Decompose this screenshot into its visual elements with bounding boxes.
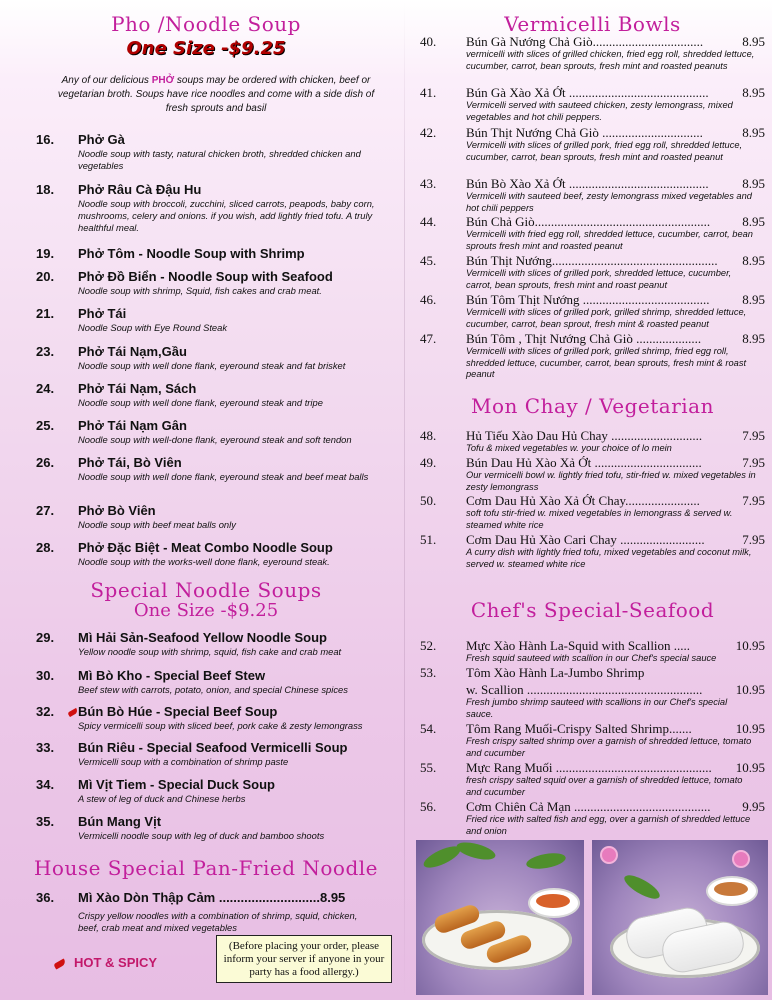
leaf-decoration [455, 840, 497, 863]
item-name: Bún Bò Xào Xả Ớt ........................................... [466, 176, 709, 191]
item-description: Noodle soup with well done flank, eyeround steak and fat brisket [78, 360, 346, 371]
item-name: Hủ Tiếu Xào Dau Hủ Chay ............................ [466, 428, 703, 443]
item-number: 44. [420, 214, 437, 229]
item-description: Vermicelli with fried egg roll, shredded lettuce, cucumber, carrot, bean sprouts fresh mint and roasted peanut [466, 229, 753, 251]
item-price: 8.95 [742, 253, 765, 268]
item-name: Phở Tái, Bò Viên [78, 455, 182, 470]
item-number: 26. [36, 455, 55, 470]
item-number: 18. [36, 182, 55, 197]
item-price: 10.95 [735, 760, 765, 775]
item-name: Phở Tái Nạm Gân [78, 418, 187, 433]
item-name: Cơm Chiên Cả Mạn .......................................... [466, 799, 711, 814]
intro-pre: Any of our delicious [61, 75, 149, 86]
item-description: vermicelli with slices of grilled chicken, fried egg roll, shredded lettuce, cucumber, carrot, bean sprouts, fresh mint and roasted peanuts [466, 49, 755, 71]
item-name: Bún Thịt Nướng................................................... [466, 253, 718, 268]
item-name: Mực Xào Hành La-Squid with Scallion ..... [466, 638, 691, 653]
intro-pho: PHỞ [151, 75, 175, 86]
item-number: 21. [36, 306, 55, 321]
egg-roll-photo [416, 840, 584, 995]
left-column [16, 0, 396, 1000]
item-name: Bún Gà Xào Xả Ớt ........................................... [466, 85, 709, 100]
item-number: 49. [420, 455, 437, 470]
item-number: 47. [420, 331, 437, 346]
item-price: 8.95 [742, 331, 765, 346]
item-number: 46. [420, 292, 437, 307]
item-number: 45. [420, 253, 437, 268]
item-price: 8.95 [742, 34, 765, 49]
item-price: 7.95 [742, 493, 765, 508]
item-number: 52. [420, 638, 437, 653]
item-name: Mực Rang Muối ................................................ [466, 760, 712, 775]
item-number: 40. [420, 34, 437, 49]
item-number: 25. [36, 418, 55, 433]
item-price: 8.95 [742, 214, 765, 229]
item-price: 10.95 [735, 721, 765, 736]
item-price: 10.95 [735, 682, 765, 697]
column-divider [404, 0, 405, 1000]
item-description: Vermicelli noodle soup with leg of duck and bamboo shoots [78, 830, 325, 841]
item-name: Phở Tái Nạm,Gầu [78, 344, 187, 359]
item-name: Phở Đặc Biệt - Meat Combo Noodle Soup [78, 540, 333, 555]
item-number: 43. [420, 176, 437, 191]
item-name: Bún Gà Nướng Chả Giò.................................. [466, 34, 704, 49]
item-number: 34. [36, 777, 55, 792]
item-description: Noodle soup with tasty, natural chicken broth, shredded chicken and vegetables [78, 148, 361, 171]
item-description: Noodle soup with well done flank, eyeround steak and beef meat balls [78, 471, 369, 482]
item-description: Beef stew with carrots, potato, onion, and special Chinese spices [78, 684, 348, 695]
item-description: fresh crispy salted squid over a garnish of shredded lettuce, tomato and cucumber [466, 775, 743, 797]
chef-special-section-title: Chef's Special-Seafood [470, 598, 715, 622]
item-number: 20. [36, 269, 55, 284]
item-name: Bún Tôm Thịt Nướng ....................................... [466, 292, 710, 307]
item-number: 23. [36, 344, 55, 359]
item-name: Mì Bò Kho - Special Beef Stew [78, 668, 266, 683]
special-section-price: One Size -$9.25 [133, 600, 279, 621]
item-description: Fried rice with salted fish and egg, over a garnish of shredded lettuce and onion [466, 814, 751, 836]
item-number: 41. [420, 85, 437, 100]
item-name: Bún Bò Húe - Special Beef Soup [78, 704, 278, 719]
chili-pepper-icon [53, 958, 66, 969]
item-name: Bún Mang Vịt [78, 814, 162, 829]
item-description: Noodle soup with shrimp, Squid, fish cakes and crab meat. [78, 285, 322, 296]
item-name: Tôm Rang Muối-Crispy Salted Shrimp....... [466, 721, 692, 736]
item-description: Noodle soup with well done flank, eyeround steak and tripe [78, 397, 323, 408]
hot-spicy-chili-icon [67, 708, 78, 717]
item-name: Phở Gà [78, 132, 125, 147]
item-description: Noodle soup with the works-well done flank, eyeround steak. [78, 556, 330, 567]
item-description: Fresh jumbo shrimp sauteed with scallions in our Chef's special sauce. [466, 697, 728, 719]
allergy-note: (Before placing your order, please inform your server if anyone in your party has a food allergy.) [216, 935, 392, 983]
dipping-sauce-shape [536, 894, 570, 908]
item-number: 36. [36, 890, 55, 905]
house-section-title: House Special Pan-Fried Noodle [33, 856, 378, 880]
item-description: A stew of leg of duck and Chinese herbs [78, 793, 246, 804]
leaf-decoration [525, 851, 567, 872]
item-number: 54. [420, 721, 437, 736]
item-number: 53. [420, 665, 437, 680]
item-price: 10.95 [735, 638, 765, 653]
hot-spicy-label: HOT & SPICY [74, 955, 158, 970]
flower-decoration [602, 848, 616, 862]
item-name: Bún Tôm , Thịt Nướng Chả Giò .................... [466, 331, 702, 346]
vegetarian-section-title: Mon Chay / Vegetarian [471, 394, 714, 418]
intro-post: soups may be ordered with chicken, beef or vegetarian broth. Soups have rice noodles and come with a side dish of fresh sprouts and basil [57, 75, 375, 114]
item-name: Phở Tái Nạm, Sách [78, 381, 197, 396]
pho-section-title: Pho /Noodle Soup [111, 12, 301, 36]
item-description: A curry dish with lightly fried tofu, mixed vegetables and coconut milk, served w. steamed white rice [466, 547, 752, 569]
item-description: Crispy yellow noodles with a combination of shrimp, squid, chicken, beef, crab meat and mixed vegetables [78, 910, 358, 933]
item-price: 7.95 [742, 428, 765, 443]
item-description: Vermicelli with slices of grilled pork, grilled shrimp, shredded lettuce, cucumber, carrot, bean sprout, fresh mint & roasted peanut [466, 307, 747, 329]
item-name: Mì Xào Dòn Thập Cảm ............................8.95 [78, 890, 346, 905]
pho-intro [56, 74, 376, 116]
item-price: 7.95 [742, 455, 765, 470]
item-name: Bún Dau Hủ Xào Xả Ớt ................................. [466, 455, 702, 470]
item-number: 42. [420, 125, 437, 140]
item-number: 29. [36, 630, 55, 645]
item-name: Bún Chả Giò...................................................... [466, 214, 711, 229]
vermicelli-section-title: Vermicelli Bowls [504, 12, 681, 36]
item-name: Phở Đồ Biển - Noodle Soup with Seafood [78, 269, 333, 284]
item-description: Noodle soup with well-done flank, eyeround steak and soft tendon [78, 434, 352, 445]
item-number: 24. [36, 381, 55, 396]
item-number: 35. [36, 814, 55, 829]
item-number: 32. [36, 704, 55, 719]
flower-decoration [734, 852, 748, 866]
item-number: 51. [420, 532, 437, 547]
item-description: Noodle soup with beef meat balls only [78, 519, 236, 530]
item-description: Vermicelli with slices of grilled pork, shredded lettuce, cucumber, carrot, bean sprouts, fresh mint and roast peanut [466, 268, 732, 290]
item-number: 50. [420, 493, 437, 508]
item-price: 7.95 [742, 532, 765, 547]
item-name: Bún Riêu - Special Seafood Vermicelli Soup [78, 740, 348, 755]
item-description: Tofu & mixed vegetables w. your choice of lo mein [466, 443, 672, 453]
item-name: Cơm Dau Hủ Xào Xả Ớt Chay....................... [466, 493, 700, 508]
item-name: Bún Thịt Nướng Chả Giò ............................... [466, 125, 703, 140]
item-name: Phở Bò Viên [78, 503, 156, 518]
item-number: 30. [36, 668, 55, 683]
item-name: Cơm Dau Hủ Xào Cari Chay .......................... [466, 532, 705, 547]
item-description: Vermicelli with slices of grilled pork, grilled shrimp, fried egg roll, shredded lettuce, cucumber, carrot, bean sprouts, fresh mint & roast peanut [466, 346, 747, 379]
item-description: Our vermicelli bowl w. lightly fried tofu, stir-fried w. mixed vegetables in zesty lemongrass [466, 470, 756, 492]
item-number: 28. [36, 540, 55, 555]
item-number: 55. [420, 760, 437, 775]
item-name: w. Scallion ...................................................... [466, 682, 703, 697]
item-description: Noodle soup with broccoli, zucchini, sliced carrots, peapods, baby corn, mushrooms, celery and onions. if you wish, add lightly fried tofu. A truly healthful meal. [78, 198, 375, 233]
hot-spicy-legend [54, 955, 157, 970]
item-name: Tôm Xào Hành La-Jumbo Shrimp [466, 665, 645, 680]
right-column [420, 0, 765, 1000]
item-number: 19. [36, 246, 55, 261]
item-price: 8.95 [742, 176, 765, 191]
item-description: Fresh crispy salted shrimp over a garnish of shredded lettuce, tomato and cucumber [466, 736, 752, 758]
item-price: 8.95 [742, 125, 765, 140]
item-number: 16. [36, 132, 55, 147]
item-number: 33. [36, 740, 55, 755]
item-description: soft tofu stir-fried w. mixed vegetables in lemongrass & served w. steamed white rice [466, 508, 733, 530]
item-number: 27. [36, 503, 55, 518]
item-name: Mì Hải Sản-Seafood Yellow Noodle Soup [78, 630, 327, 645]
item-price: 9.95 [742, 799, 765, 814]
item-description: Vermicelli soup with a combination of shrimp paste [78, 756, 289, 767]
item-number: 56. [420, 799, 437, 814]
item-price: 8.95 [742, 85, 765, 100]
leaf-decoration [621, 871, 663, 903]
item-name: Phở Râu Cà Đậu Hu [78, 182, 202, 197]
spring-roll-photo [592, 840, 768, 995]
item-description: Yellow noodle soup with shrimp, squid, fish cake and crab meat [78, 646, 342, 657]
item-description: Fresh squid sauteed with scallion in our Chef's special sauce [466, 653, 717, 663]
item-description: Vermicelli with sauteed beef, zesty lemongrass mixed vegetables and hot chili peppers [466, 191, 752, 213]
item-price: 8.95 [742, 292, 765, 307]
item-description: Noodle Soup with Eye Round Steak [78, 322, 228, 333]
item-name: Mì Vịt Tiem - Special Duck Soup [78, 777, 275, 792]
pho-section-price: One Size -$9.25 [126, 38, 286, 59]
item-description: Spicy vermicelli soup with sliced beef, pork cake & zesty lemongrass [78, 720, 363, 731]
item-name: Phở Tôm - Noodle Soup with Shrimp [78, 246, 305, 261]
item-description: Vermicelli served with sauteed chicken, zesty lemongrass, mixed vegetables and hot chili peppers. [466, 100, 733, 122]
item-number: 48. [420, 428, 437, 443]
dipping-sauce-shape [714, 882, 748, 896]
special-section-title: Special Noodle Soups [90, 578, 322, 602]
item-name: Phở Tái [78, 306, 127, 321]
item-description: Vermicelli with slices of grilled pork, fried egg roll, shredded lettuce, cucumber, carrot, bean sprouts, fresh mint and roasted peanut [466, 140, 743, 162]
